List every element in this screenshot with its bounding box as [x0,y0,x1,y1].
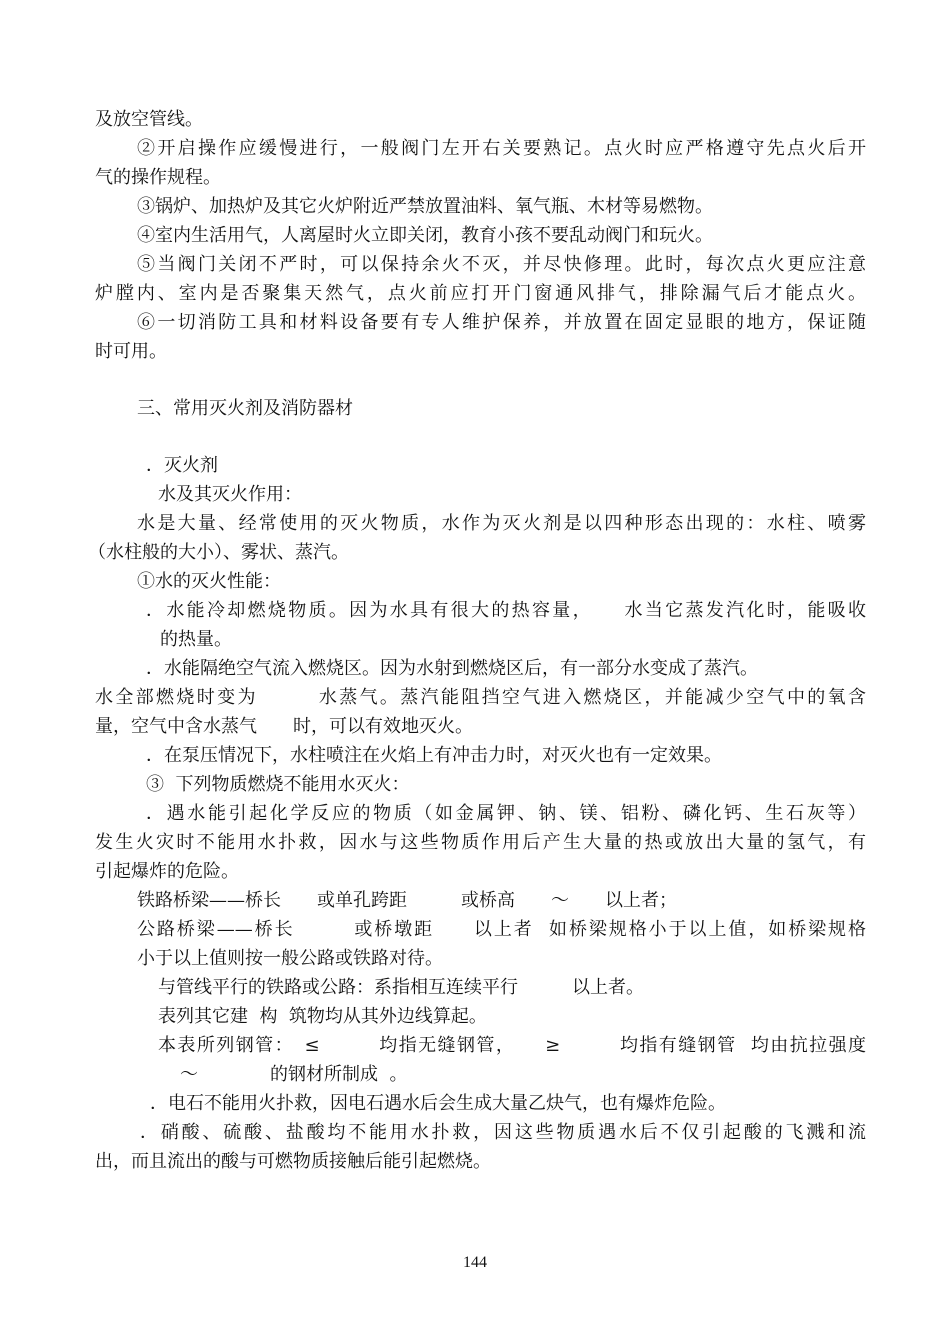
text-line: 小于以上值则按一般公路或铁路对待。 [137,948,443,969]
text-line: 水是大量、经常使用的灭火物质，水作为灭火剂是以四种形态出现的：水柱、喷雾 [137,513,866,534]
text-line: 表列其它建 构 筑物均从其外边线算起。 [158,1006,487,1027]
text-line: ⑤当阀门关闭不严时，可以保持余火不灭，并尽快修理。此时，每次点火更应注意 [137,254,866,275]
text-line: 引起爆炸的危险。 [95,861,239,882]
text-line: 水及其灭火作用： [158,484,302,505]
text-line: ②开启操作应缓慢进行，一般阀门左开右关要熟记。点火时应严格遵守先点火后开 [137,138,866,159]
text-line: ．水能冷却燃烧物质。因为水具有很大的热容量， 水当它蒸发汽化时，能吸收 [146,600,866,621]
text-line: ～ 的钢材所制成 。 [180,1064,408,1085]
text-line: 及放空管线。 [95,109,203,130]
text-line: 时可用。 [95,341,167,362]
text-line: ⑥一切消防工具和材料设备要有专人维护保养，并放置在固定显眼的地方，保证随 [137,312,866,333]
text-line: （水柱般的大小）、雾状、蒸汽。 [88,542,349,563]
text-line: ．硝酸、硫酸、盐酸均不能用水扑救，因这些物质遇水后不仅引起酸的飞溅和流 [140,1122,866,1143]
text-line: ③ 下列物质燃烧不能用水灭火： [146,774,410,795]
page-number: 144 [463,1254,487,1271]
text-line: 公路桥梁——桥长 或桥墩距 以上者 如桥梁规格小于以上值，如桥梁规格 [137,919,866,940]
text-line: 发生火灾时不能用水扑救，因水与这些物质作用后产生大量的热或放出大量的氢气，有 [95,832,866,853]
subsection-heading: ．灭火剂 [146,455,218,476]
text-line: 气的操作规程。 [95,167,221,188]
text-line: ①水的灭火性能： [137,571,281,592]
text-line: 本表所列钢管： ≤ 均指无缝钢管， ≥ 均指有缝钢管 均由抗拉强度 [158,1035,866,1056]
text-line: 铁路桥梁——桥长 或单孔跨距 或桥高 ～ 以上者； [137,890,677,911]
text-line: 量，空气中含水蒸气 时，可以有效地灭火。 [95,716,473,737]
text-line: ．电石不能用火扑救，因电石遇水后会生成大量乙炔气，也有爆炸危险。 [150,1093,726,1114]
text-line: ④室内生活用气，人离屋时火立即关闭，教育小孩不要乱动阀门和玩火。 [137,225,713,246]
section-heading: 三、常用灭火剂及消防器材 [137,398,353,419]
text-line: ③锅炉、加热炉及其它火炉附近严禁放置油料、氧气瓶、木材等易燃物。 [137,196,713,217]
text-line: 炉膛内、室内是否聚集天然气，点火前应打开门窗通风排气，排除漏气后才能点火。 [95,283,866,304]
text-line: 的热量。 [160,629,232,650]
text-line: ．在泵压情况下，水柱喷注在火焰上有冲击力时，对灭火也有一定效果。 [146,745,722,766]
text-line: 水全部燃烧时变为 水蒸气。蒸汽能阻挡空气进入燃烧区，并能减少空气中的氧含 [95,687,866,708]
text-line: 与管线平行的铁路或公路：系指相互连续平行 以上者。 [158,977,644,998]
text-line: ．水能隔绝空气流入燃烧区。因为水射到燃烧区后，有一部分水变成了蒸汽。 [146,658,758,679]
text-line: ．遇水能引起化学反应的物质（如金属钾、钠、镁、铝粉、磷化钙、生石灰等） [146,803,866,824]
text-line: 出，而且流出的酸与可燃物质接触后能引起燃烧。 [95,1151,491,1172]
